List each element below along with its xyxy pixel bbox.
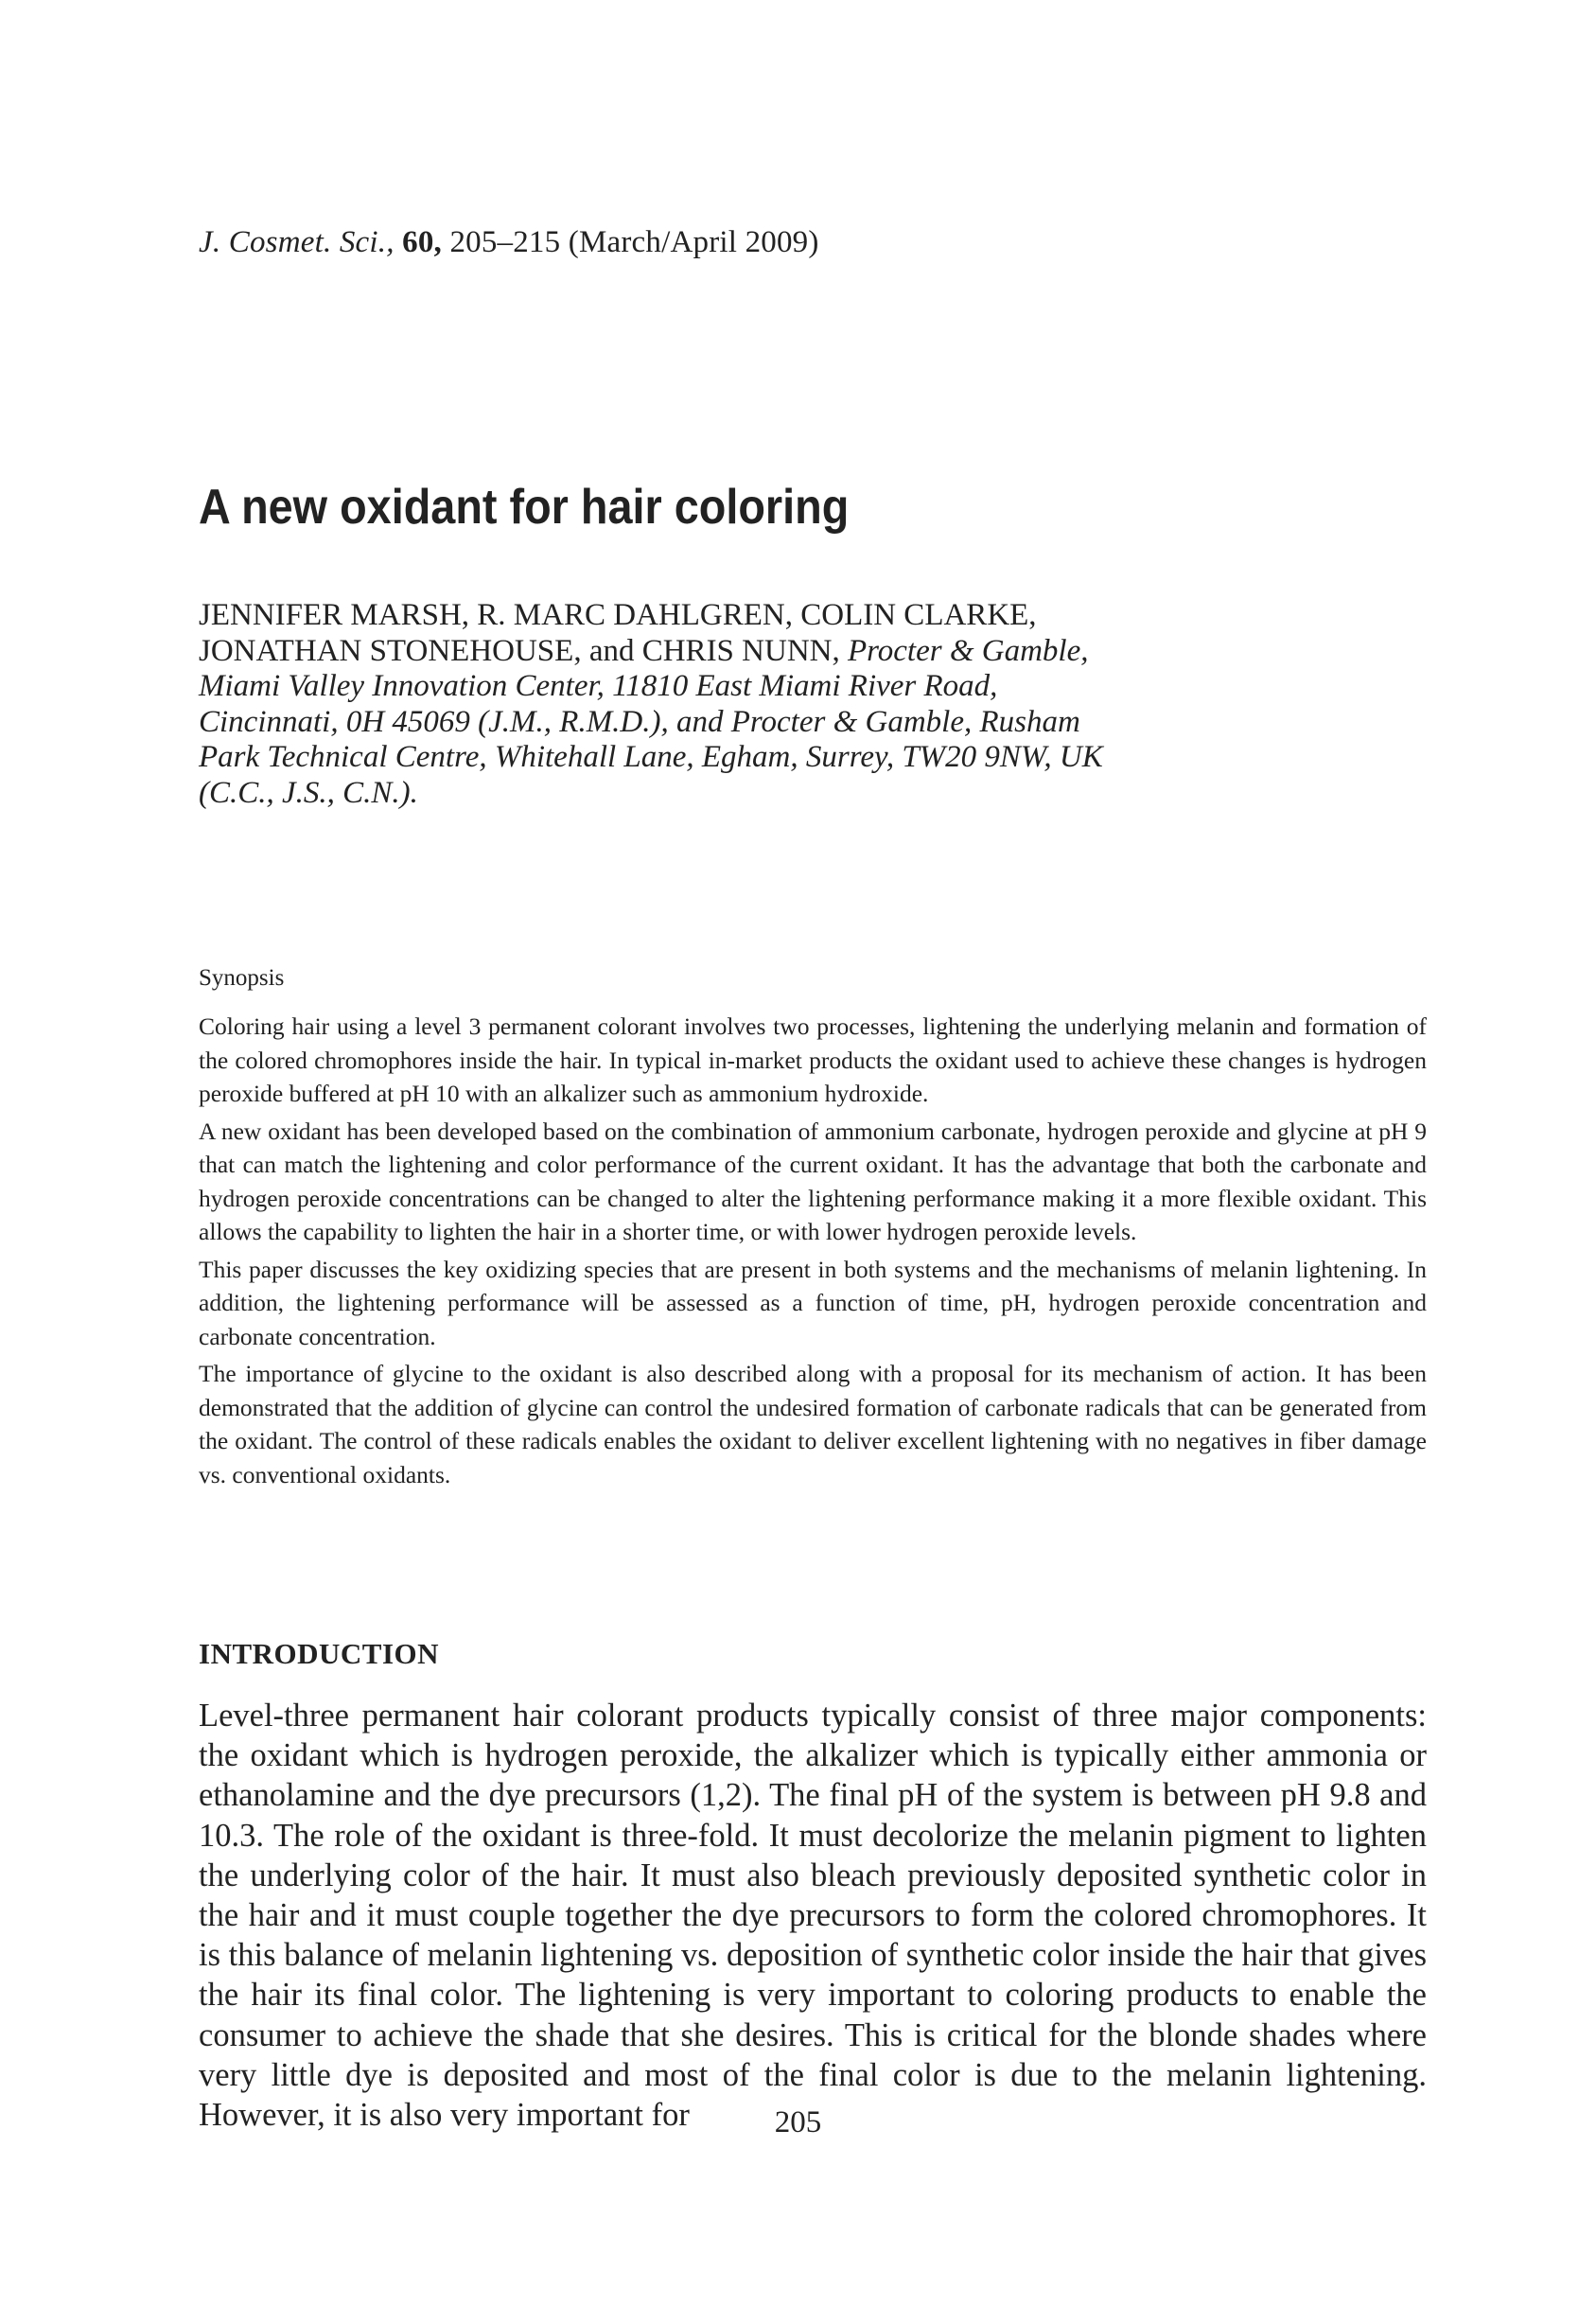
introduction-heading: INTRODUCTION: [199, 1637, 440, 1670]
page-range-date: 205–215 (March/April 2009): [449, 225, 819, 259]
synopsis-heading: Synopsis: [199, 965, 285, 991]
synopsis-paragraph: Coloring hair using a level 3 permanent colorant involves two processes, lightening the underlying melanin and formation of the colored chromophores inside the hair. In typical in-market products the oxidant used to achieve these changes is hydrogen peroxide buffered at pH 10 with an alkalizer such as ammonium hydroxide.: [199, 1012, 1427, 1107]
author-block: [199, 598, 1107, 811]
synopsis-paragraph: The importance of glycine to the oxidant is also described along with a proposal for its mechanism of action. It has been demonstrated that the addition of glycine can control the undesired formation of carbonate radicals that can be generated from the oxidant. The control of these radicals enables the oxidant to deliver excellent lightening with no negatives in fiber damage vs. conventional oxidants.: [199, 1360, 1427, 1488]
synopsis-paragraph: This paper discusses the key oxidizing species that are present in both systems and the mechanisms of melanin lightening. In addition, the lightening performance will be assessed as a function of time, pH, hydrogen peroxide concentration and carbonate concentration.: [199, 1255, 1427, 1350]
page-number: 205: [774, 2105, 822, 2139]
author-names: JENNIFER MARSH, R. MARC DAHLGREN, COLIN CLARKE, JONATHAN STONEHOUSE, and CHRIS NUNN,: [199, 598, 1037, 668]
synopsis-paragraph: A new oxidant has been developed based on the combination of ammonium carbonate, hydrogen peroxide and glycine at pH 9 that can match the lightening and color performance of the current oxidant. It has the advantage that both the carbonate and hydrogen peroxide concentrations can be changed to alter the lightening performance making it a more flexible oxidant. This allows the capability to lighten the hair in a shorter time, or with lower hydrogen peroxide levels.: [199, 1117, 1427, 1245]
journal-abbrev: J. Cosmet. Sci.,: [199, 225, 395, 259]
article-title: A new oxidant for hair coloring: [199, 480, 850, 535]
author-affiliation: Procter & Gamble, Miami Valley Innovation Center, 11810 East Miami River Road, Cincinnati, 0H 45069 (J.M., R.M.D.), and Procter & Gamble, Rusham Park Technical Centre, Whitehall Lane, Egham, Surrey, TW20 9NW, UK (C.C., J.S., C.N.).: [199, 633, 1103, 810]
synopsis-section: [199, 965, 1427, 1495]
volume-number: 60,: [402, 225, 442, 259]
running-head: [199, 225, 819, 260]
introduction-paragraph: Level-three permanent hair colorant products typically consist of three major components: the oxidant which is hydrogen peroxide, the alkalizer which is typically either ammonia or ethanolamine and the dye precursors (1,2). The final pH of the system is between pH 9.8 and 10.3. The role of the oxidant is three-fold. It must decolorize the melanin pigment to lighten the underlying color of the hair. It must also bleach previously deposited synthetic color in the hair and it must couple together the dye precursors to form the colored chromophores. It is this balance of melanin lightening vs. deposition of synthetic color inside the hair that gives the hair its final color. The lightening is very important to coloring products to enable the consumer to achieve the shade that she desires. This is critical for the blonde shades where very little dye is deposited and most of the final color is due to the melanin lightening. However, it is also very important for: [199, 1698, 1427, 2134]
